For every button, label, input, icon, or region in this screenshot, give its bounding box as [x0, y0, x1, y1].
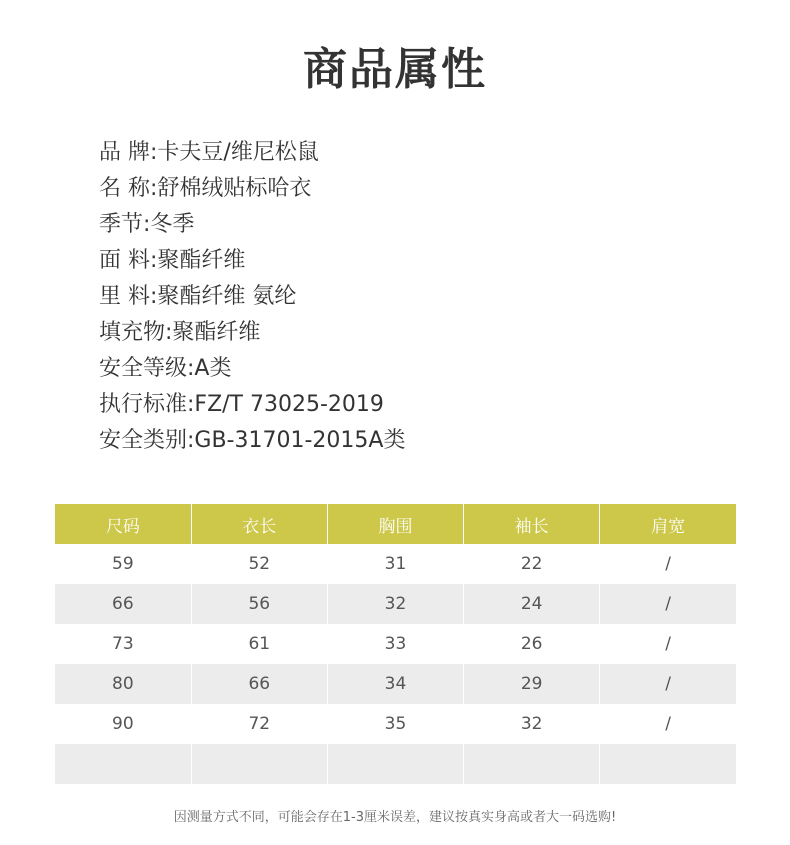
attribute-list [99, 135, 739, 459]
column-header: 胸围 [327, 504, 463, 544]
table-cell: 35 [327, 704, 463, 744]
table-row [55, 704, 736, 744]
table-cell [600, 744, 736, 784]
table-row [55, 744, 736, 784]
table-cell: 90 [55, 704, 191, 744]
attribute-season: 季节:冬季 [99, 212, 195, 237]
table-cell: / [600, 584, 736, 624]
table-cell: 29 [464, 664, 600, 704]
table-cell [464, 744, 600, 784]
table-cell: 24 [464, 584, 600, 624]
attribute-lining: 里 料:聚酯纤维 氨纶 [99, 284, 297, 309]
size-table [55, 504, 736, 784]
table-cell: / [600, 664, 736, 704]
title-area [0, 40, 790, 100]
table-row [55, 544, 736, 584]
table-cell [191, 744, 327, 784]
table-cell: 32 [327, 584, 463, 624]
table-row [55, 584, 736, 624]
column-header: 衣长 [191, 504, 327, 544]
table-cell: / [600, 624, 736, 664]
attribute-filling: 填充物:聚酯纤维 [99, 320, 261, 345]
table-cell: / [600, 544, 736, 584]
table-cell: 52 [191, 544, 327, 584]
table-cell: 33 [327, 624, 463, 664]
column-header: 肩宽 [600, 504, 736, 544]
table-cell [55, 744, 191, 784]
attribute-outer-fabric: 面 料:聚酯纤维 [99, 248, 246, 273]
page-title: 商品属性 [303, 44, 487, 95]
size-table-header-row [55, 504, 736, 544]
table-cell: 80 [55, 664, 191, 704]
table-cell: 31 [327, 544, 463, 584]
attribute-standard: 执行标准:FZ/T 73025-2019 [99, 392, 384, 417]
attribute-name: 名 称:舒棉绒贴标哈衣 [99, 176, 312, 201]
attribute-safety-grade: 安全等级:A类 [99, 356, 232, 381]
table-cell: 66 [191, 664, 327, 704]
table-cell: 22 [464, 544, 600, 584]
table-cell: 61 [191, 624, 327, 664]
table-cell [327, 744, 463, 784]
table-row [55, 624, 736, 664]
table-cell: 72 [191, 704, 327, 744]
table-cell: 26 [464, 624, 600, 664]
table-cell: 66 [55, 584, 191, 624]
attribute-safety-category: 安全类别:GB-31701-2015A类 [99, 428, 406, 453]
table-cell: 34 [327, 664, 463, 704]
table-cell: 73 [55, 624, 191, 664]
measurement-note: 因测量方式不同，可能会存在1-3厘米误差，建议按真实身高或者大一码选购! [173, 810, 617, 825]
table-cell: 59 [55, 544, 191, 584]
title-box [303, 40, 487, 100]
column-header: 尺码 [55, 504, 191, 544]
table-cell: 56 [191, 584, 327, 624]
table-cell: 32 [464, 704, 600, 744]
column-header: 袖长 [464, 504, 600, 544]
attribute-brand: 品 牌:卡夫豆/维尼松鼠 [99, 140, 319, 165]
table-cell: / [600, 704, 736, 744]
table-row [55, 664, 736, 704]
